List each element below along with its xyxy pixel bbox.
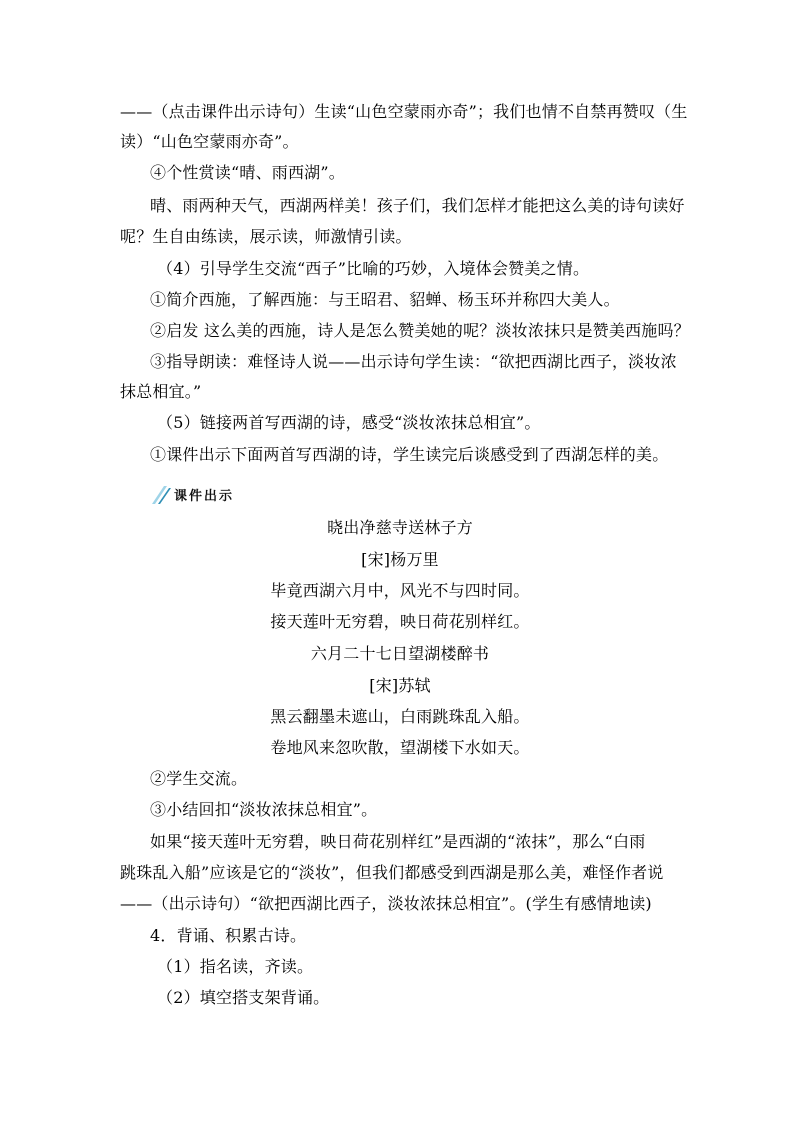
paragraph-line: 如果“接天莲叶无穷碧，映日荷花别样红”是西湖的“浓抹”，那么“白雨: [150, 832, 646, 851]
paragraph-line: （4）引导学生交流“西子”比喻的巧妙，入境体会赞美之情。: [157, 259, 590, 278]
paragraph-line: （5）链接两首写西湖的诗，感受“淡妆浓抹总相宜”。: [157, 413, 541, 432]
paragraph-line: ①简介西施，了解西施：与王昭君、貂蝉、杨玉环并称四大美人。: [150, 290, 620, 309]
paragraph-line: 呢？生自由练读，展示读，师激情引读。: [120, 227, 412, 246]
paragraph-line: 4．背诵、积累古诗。: [150, 926, 307, 945]
paragraph-line: 抹总相宜。”: [120, 382, 202, 401]
courseware-mark-icon: [150, 483, 172, 505]
poem-line: 接天莲叶无穷碧，映日荷花别样红。: [270, 612, 530, 631]
poem-author: [宋]苏轼: [369, 676, 431, 695]
paragraph-line: ②启发 这么美的西施，诗人是怎么赞美她的呢？淡妆浓抹只是赞美西施吗？: [150, 321, 690, 340]
courseware-label: [150, 482, 234, 506]
poem-line: 黑云翻墨未遮山，白雨跳珠乱入船。: [270, 707, 530, 726]
paragraph-line: ——（点击课件出示诗句）生读“山色空蒙雨亦奇”；我们也情不自禁再赞叹（生: [120, 102, 688, 121]
paragraph-line: 读）“山色空蒙雨亦奇”。: [120, 132, 299, 151]
paragraph-line: 晴、雨两种天气，西湖两样美！孩子们，我们怎样才能把这么美的诗句读好: [150, 196, 685, 215]
poem-line: 卷地风来忽吹散，望湖楼下水如天。: [270, 738, 530, 757]
poem-line: 毕竟西湖六月中，风光不与四时同。: [270, 581, 530, 600]
paragraph-line: （1）指名读，齐读。: [157, 957, 314, 976]
paragraph-line: ③小结回扣“淡妆浓抹总相宜”。: [150, 800, 378, 819]
paragraph-line: ④个性赏读“晴、雨西湖”。: [150, 163, 345, 182]
poem-title: 六月二十七日望湖楼醉书: [310, 644, 490, 663]
paragraph-line: ②学生交流。: [150, 769, 248, 788]
paragraph-line: ①课件出示下面两首写西湖的诗，学生读完后谈感受到了西湖怎样的美。: [150, 445, 669, 464]
paragraph-line: 跳珠乱入船”应该是它的“淡妆”，但我们都感受到西湖是那么美，难怪作者说: [120, 863, 664, 882]
poem-author: [宋]杨万里: [361, 550, 439, 569]
courseware-label-text: 课件出示: [174, 488, 235, 504]
poem-title: 晓出净慈寺送林子方: [327, 518, 473, 537]
paragraph-line: ——（出示诗句）“欲把西湖比西子，淡妆浓抹总相宜”。(学生有感情地读): [120, 894, 652, 913]
paragraph-line: ③指导朗读：难怪诗人说——出示诗句学生读：“欲把西湖比西子，淡妆浓: [150, 352, 677, 371]
paragraph-line: （2）填空搭支架背诵。: [157, 988, 330, 1007]
